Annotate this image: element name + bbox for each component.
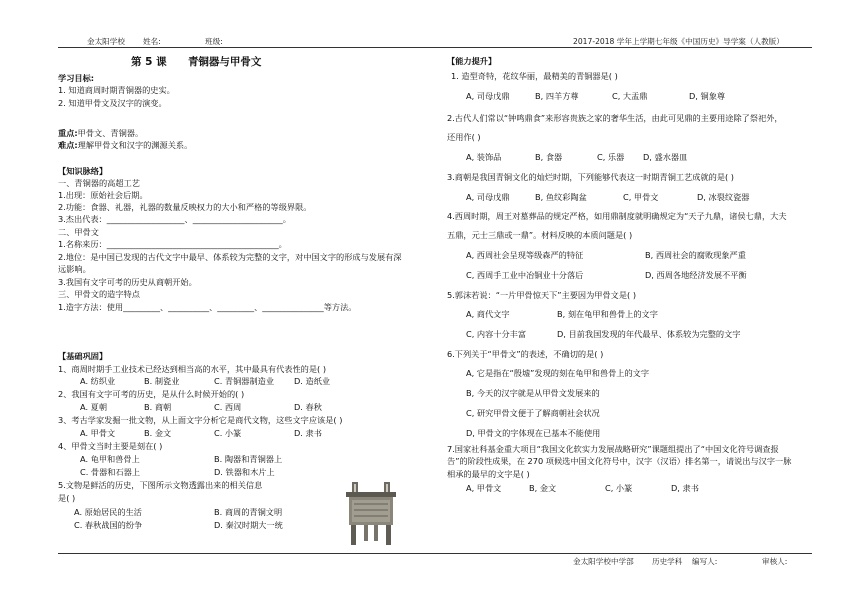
footer-subject: 历史学科 [652,557,683,566]
footer-reviewer: 审核人: [762,557,788,566]
option: D, 西周各地经济发展不平衡 [645,270,747,280]
question: 5.郭沫若说：“一片甲骨惊天下”主要因为甲骨文是( ) [447,290,637,300]
question: 4.西周时期，周王对墓葬品的规定严格，如用鼎制度就明确规定为“天子九鼎，诸侯七鼎，大夫 [447,211,787,221]
lesson-title: 青铜器与甲骨文 [187,56,262,68]
knowledge-line: 三、甲骨文的造字特点 [58,289,140,299]
basics-heading: 【基础巩固】 [58,351,108,361]
question-continued: 告”的阶段性成果，在 270 项候选中国文化符号中，汉字（汉语）排名第一，请说出与汉字一脉 [447,456,792,466]
option: A, 商代文字 [466,309,510,319]
option: B, 金文 [529,483,557,493]
option: D, 隶书 [671,483,699,493]
bronze-ding-image [342,480,400,548]
difficult-point: 难点:理解甲骨文和汉字的渊源关系。 [58,140,193,150]
option: B, 今天的汉字就是从甲骨文发展来的 [466,388,600,398]
option: D. 铁器和木片上 [214,467,275,477]
option: C, 小篆 [605,483,633,493]
option: B, 食器 [535,152,563,162]
option: C, 内容十分丰富 [466,329,527,339]
question: 4、甲骨文当时主要是刻在( ) [58,441,163,451]
knowledge-line: 一、青铜器的高超工艺 [58,178,140,188]
option: A, 它是指在“殷墟”发现的刻在龟甲和兽骨上的文字 [466,368,650,378]
question: 1、商周时期手工业技术已经达到相当高的水平，其中最具有代表性的是( ) [58,364,327,374]
option: C, 大盂鼎 [612,91,648,101]
key-point: 重点:甲骨文、青铜器。 [58,128,144,138]
option: B. 金文 [144,428,172,438]
advance-heading: 【能力提升】 [447,56,497,66]
goal-item: 2. 知道甲骨文及汉字的演变。 [58,98,167,108]
knowledge-line: 1.名称来历：__________________________________________。 [58,239,287,249]
option: C. 春秋战国的纷争 [74,520,143,530]
footer-rule [58,553,812,554]
question: 6.下列关于“甲骨文”的表述，不确切的是( ) [447,349,604,359]
option: B. 商朝 [144,402,172,412]
knowledge-line: 1.造字方法：使用_________、__________、_________、_______________等方法。 [58,302,357,312]
option: D. 造纸业 [294,376,331,386]
option: A. 纺织业 [80,376,116,386]
option: C. 小篆 [214,428,242,438]
option: A, 司母戊鼎 [466,91,510,101]
header-rule [58,47,812,48]
header-class-label: 班级: [205,37,223,46]
option: D, 目前我国发现的年代最早、体系较为完整的文字 [557,329,741,339]
option: D, 甲骨文的字体现在已基本不能使用 [466,428,601,438]
question: 2、我国有文字可考的历史，是从什么时候开始的( ) [58,389,245,399]
question: 5.文物是鲜活的历史，下图所示文物透露出来的相关信息 [58,480,263,490]
option: A. 原始居民的生活 [74,507,142,517]
footer-school-dept: 金太阳学校中学部 [573,557,634,566]
option: B, 四羊方尊 [535,91,579,101]
option: B, 刻在龟甲和兽骨上的文字 [557,309,658,319]
knowledge-line: 3.我国有文字可考的历史从商朝开始。 [58,277,197,287]
header-name-label: 姓名: [143,37,161,46]
option: A, 甲骨文 [466,483,502,493]
knowledge-line: 二、甲骨文 [58,227,99,237]
option: B. 制瓷业 [144,376,180,386]
goal-item: 1. 知道商周时期青铜器的史实。 [58,85,175,95]
option: C, 研究甲骨文便于了解商朝社会状况 [466,408,600,418]
option: A, 装饰品 [466,152,502,162]
option: D. 隶书 [294,428,322,438]
header-school: 金太阳学校 [87,37,125,46]
goals-heading: 学习目标: [58,73,95,83]
option: A. 夏朝 [80,402,108,412]
question-continued: 五鼎，元士三鼎或一鼎”。材料反映的本质问题是( ) [447,230,633,240]
knowledge-line: 远影响。 [58,264,91,274]
footer-writer: 编写人: [692,557,718,566]
option: C. 西周 [214,402,242,412]
question: 1. 造型奇特，花纹华丽，最精美的青铜器是( ) [451,71,618,81]
option: C, 西周手工业中冶铜业十分落后 [466,270,584,280]
option: D, 盛水器皿 [643,152,688,162]
option: D, 冰裂纹瓷器 [697,192,750,202]
lesson-heading [131,56,261,69]
option: B, 鱼纹彩陶盆 [535,192,587,202]
option: A, 司母戊鼎 [466,192,510,202]
header-right-title: 2017-2018 学年上学期七年级《中国历史》导学案（人教版） [573,37,784,46]
question-continued: 还用作( ) [447,132,481,142]
knowledge-line: 1.出现：原始社会后期。 [58,190,148,200]
option: D. 秦汉时期大一统 [214,520,283,530]
knowledge-line: 2.地位：是中国已发现的古代文字中最早、体系较为完整的文字，对中国文字的形成与发展有深 [58,252,402,262]
lesson-number: 第 5 课 [131,56,167,68]
option: C, 甲骨文 [623,192,659,202]
option: A. 龟甲和兽骨上 [80,454,140,464]
question: 7.国家社科基金重大项目“我国文化软实力发展战略研究”课题组提出了“中国文化符号调查报 [447,444,779,454]
option: D, 铜象尊 [689,91,726,101]
knowledge-heading: 【知识脉络】 [58,166,108,176]
option: C, 乐器 [597,152,625,162]
option: B. 陶器和青铜器上 [214,454,283,464]
option: D. 春秋 [294,402,322,412]
knowledge-line: 3.杰出代表：___________________、______________________。 [58,214,291,224]
question: 3、考古学家发掘一批文物，从上面文字分析它是商代文物，这些文字应该是( ) [58,415,343,425]
option: C. 骨器和石器上 [80,467,141,477]
option: B. 商周的青铜文明 [214,507,283,517]
question: 2.古代人们常以“钟鸣鼎食”来形容贵族之家的奢华生活，由此可见鼎的主要用途除了祭祀外， [447,113,783,123]
question-continued: 相承的最早的文字是( ) [447,469,530,479]
option: C. 青铜器制造业 [214,376,275,386]
option: A. 甲骨文 [80,428,116,438]
option: B, 西周社会的腐败现象严重 [645,250,746,260]
question-continued: 是( ) [58,493,76,503]
question: 3.商朝是我国青铜文化的灿烂时期，下列能够代表这一时期青铜工艺成就的是( ) [447,172,734,182]
option: A, 西周社会呈现等级森严的特征 [466,250,584,260]
knowledge-line: 2.功能：食器、礼器，礼器的数量反映权力的大小和严格的等级界限。 [58,202,312,212]
